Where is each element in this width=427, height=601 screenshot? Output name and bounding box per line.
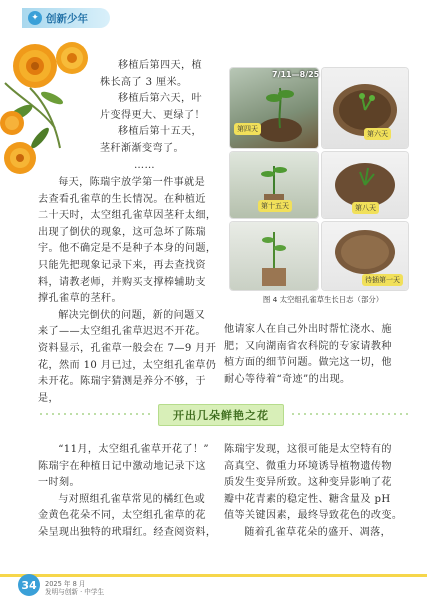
growth-photo-3 bbox=[230, 152, 318, 218]
column-badge-label: 创新少年 bbox=[46, 12, 88, 25]
body-line: 未开花。陈瑞宇猜测是养分不够，于是， bbox=[38, 376, 206, 404]
section-title: 开出几朵鲜艳之花 bbox=[158, 404, 284, 426]
body-line: 值等关键因素，最终导致花色的改变。 bbox=[224, 510, 403, 522]
growth-photo-1 bbox=[230, 68, 318, 148]
photo-day-label: 第六天 bbox=[364, 128, 391, 140]
photo-day-label: 第十五天 bbox=[258, 200, 292, 212]
date-range-label: 7/11—8/25 bbox=[272, 70, 320, 79]
growth-photo-5 bbox=[230, 222, 318, 290]
plant-icon bbox=[230, 222, 318, 290]
figure-caption: 图 4 太空组孔雀草生长日志（部分） bbox=[262, 295, 384, 304]
body-line: 只能先把现象记录下来，再去查找资 bbox=[38, 259, 206, 271]
body-line: 金黄色花朵不同，太空组孔雀草的花 bbox=[38, 510, 206, 522]
photo-day-label: 第四天 bbox=[234, 123, 261, 135]
bottom-left-text bbox=[38, 442, 218, 542]
body-line: 解决完倒伏的问题，新的问题又 bbox=[58, 309, 206, 321]
bottom-right-text bbox=[224, 442, 414, 542]
body-line: 资料显示，孔雀草一般会在 7—9 月开 bbox=[38, 342, 217, 354]
body-line: 每天，陈瑞宇放学第一件事就是 bbox=[58, 177, 206, 188]
photo-day-label: 第八天 bbox=[352, 202, 379, 214]
intro-line: 片变得更大、更绿了！ bbox=[100, 109, 205, 121]
growth-photo-2 bbox=[322, 68, 408, 148]
intro-line: 移植后第十五天， bbox=[118, 126, 202, 138]
footer-magazine: 发明与创新 · 中学生 bbox=[45, 588, 105, 596]
body-line: 撑孔雀草的茎秆。 bbox=[38, 293, 122, 305]
body-line: 宇。他不确定是不是种子本身的问题， bbox=[38, 243, 217, 255]
photo-day-label: 待插第一天 bbox=[362, 274, 403, 286]
footer-date: 2025 年 8 月 bbox=[45, 580, 86, 588]
body-line: 一时刻。 bbox=[38, 477, 80, 489]
body-line: 质发生变异所致。这种变异影响了花 bbox=[224, 477, 392, 489]
intro-line: 移植后第六天，叶 bbox=[118, 93, 202, 105]
body-line: 与对照组孔雀草常见的橘红色或 bbox=[58, 493, 206, 505]
body-line: 花，然而 10 月已过，太空组孔雀草仍 bbox=[38, 359, 217, 371]
footer-bar bbox=[0, 574, 427, 577]
intro-line: 株长高了 3 厘米。 bbox=[100, 76, 188, 88]
body-line: 二十天时，太空组孔雀草因茎秆太细， bbox=[38, 210, 217, 222]
body-line: 耐心等待着“奇迹”的出现。 bbox=[224, 373, 351, 385]
plant-icon bbox=[230, 68, 318, 148]
body-line: 肥；又向湖南省农科院的专家请教种 bbox=[224, 340, 392, 352]
marigold-flowers-illustration bbox=[0, 28, 95, 178]
body-line: 陈瑞宇在种植日记中激动地记录下这 bbox=[38, 460, 206, 472]
section-divider-left bbox=[38, 413, 150, 415]
body-line: 朵呈现出独特的玳瑁红。经查阅资料， bbox=[38, 526, 217, 538]
footer-info bbox=[45, 580, 104, 596]
intro-line: 移植后第四天，植 bbox=[118, 60, 202, 71]
body-line: 料，请教老师，并购买支撑棒辅助支 bbox=[38, 276, 206, 288]
body-line: 随着孔雀草花朵的盛开、凋落， bbox=[244, 526, 392, 538]
body-line: 出现了倒伏的现象，这可急坏了陈瑞 bbox=[38, 226, 206, 238]
body-line: 去查看孔雀草的生长情况。在种植近 bbox=[38, 193, 206, 205]
body-line: “11月，太空组孔雀草开花了！” bbox=[58, 444, 209, 455]
growth-photo-collage bbox=[230, 68, 408, 290]
growth-photo-6 bbox=[322, 222, 408, 290]
growth-photo-4 bbox=[322, 152, 408, 218]
intro-line: …… bbox=[134, 159, 155, 171]
body-line: 植方面的细节问题。做完这一切，他 bbox=[224, 357, 392, 369]
page-number: 34 bbox=[18, 574, 40, 596]
intro-line: 茎秆渐渐变弯了。 bbox=[100, 142, 184, 154]
body-line: 他请家人在自己外出时帮忙浇水、施 bbox=[224, 324, 392, 335]
body-line: 瓣中花青素的稳定性、糖含量及 pH bbox=[224, 493, 391, 505]
left-column-text bbox=[38, 175, 218, 407]
section-divider-right bbox=[290, 413, 408, 415]
body-line: 高真空、微重力环境诱导植物遗传物 bbox=[224, 460, 392, 472]
logo-icon: ✦ bbox=[28, 11, 42, 25]
right-column-text bbox=[224, 322, 414, 388]
intro-block bbox=[100, 58, 220, 174]
body-line: 来了——太空组孔雀草迟迟不开花。 bbox=[38, 326, 206, 338]
body-line: 陈瑞宇发现，这很可能是太空特有的 bbox=[224, 444, 392, 455]
column-badge bbox=[22, 8, 110, 28]
